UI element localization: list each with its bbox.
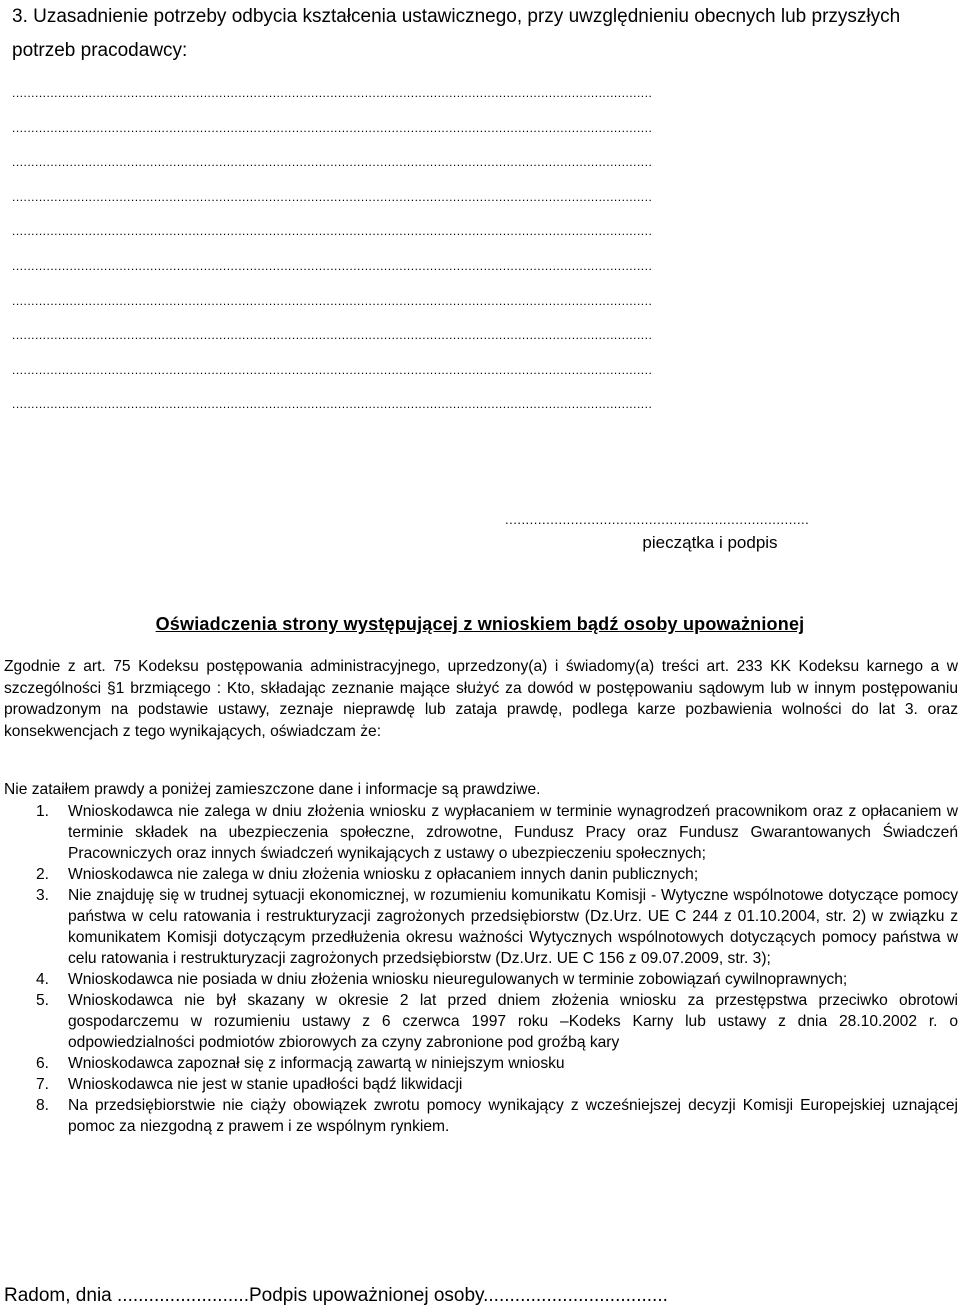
dotted-line-text: ....................................................................................................................................................................... bbox=[12, 258, 653, 273]
dotted-line-text: ....................................................................................................................................................................... bbox=[12, 224, 653, 239]
stamp-caption: pieczątka i podpis bbox=[642, 533, 778, 552]
dotted-line[interactable] bbox=[12, 318, 960, 353]
list-item bbox=[4, 1095, 958, 1137]
list-item bbox=[4, 864, 958, 885]
dotted-line-text: ....................................................................................................................................................................... bbox=[12, 362, 653, 377]
list-item-number: 4. bbox=[36, 971, 50, 988]
list-item bbox=[4, 801, 958, 864]
dotted-line-text: ....................................................................................................................................................................... bbox=[12, 189, 653, 204]
declaration-list bbox=[4, 801, 958, 1137]
declaration-title bbox=[0, 614, 960, 635]
truth-statement: Nie zataiłem prawdy a poniżej zamieszczone dane i informacje są prawdziwe. bbox=[4, 781, 541, 798]
dotted-line-text: ....................................................................................................................................................................... bbox=[12, 397, 653, 412]
list-item bbox=[4, 1074, 958, 1095]
dotted-line[interactable] bbox=[12, 387, 960, 422]
legal-clause bbox=[4, 656, 958, 742]
dotted-line[interactable] bbox=[12, 111, 960, 146]
list-item-text: Wnioskodawca nie posiada w dniu złożenia wniosku nieuregulowanych w terminie zobowiązań cywilnoprawnych; bbox=[68, 971, 848, 988]
list-item-number: 2. bbox=[36, 866, 50, 883]
list-item-number: 5. bbox=[36, 992, 50, 1009]
list-item-text: Wnioskodawca nie zalega w dniu złożenia wniosku z wypłacaniem w terminie wynagrodzeń pracownikom oraz z opłacaniem w terminie składek na ubezpieczenia społeczne, zdrowotne, Fundusz Pracy oraz Fundusz Gwarantowanych Świadczeń Pracowniczych oraz innych świadczeń wynikających z ustawy o ubezpieczeniu społecznych; bbox=[68, 803, 958, 862]
list-item-number: 3. bbox=[36, 887, 50, 904]
footer-date-signature[interactable]: Radom, dnia .........................Podpis upoważnionej osoby................................... bbox=[4, 1285, 668, 1306]
list-item-text: Wnioskodawca nie był skazany w okresie 2 lat przed dniem złożenia wniosku za przestępstwa przeciwko obrotowi gospodarczemu w rozumieniu ustawy z 6 czerwca 1997 roku –Kodeks Karny lub ustawy z dnia 28.10.2002 r. o odpowiedzialności podmiotów zbiorowych za czyny zabronione pod groźbą kary bbox=[68, 992, 958, 1051]
dotted-line[interactable] bbox=[12, 214, 960, 249]
section-3-heading: 3. Uzasadnienie potrzeby odbycia kształcenia ustawicznego, przy uwzględnieniu obecnych lub przyszłych potrzeb pracodawcy: bbox=[12, 6, 901, 61]
dotted-line-text: ....................................................................................................................................................................... bbox=[12, 293, 653, 308]
list-item-number: 6. bbox=[36, 1055, 50, 1072]
list-item-text: Na przedsiębiorstwie nie ciąży obowiązek zwrotu pomocy wynikający z wcześniejszej decyzji Komisji Europejskiej uznającej pomoc za niezgodną z prawem i ze wspólnym rynkiem. bbox=[68, 1097, 958, 1135]
dotted-line[interactable] bbox=[12, 284, 960, 319]
list-item-text: Wnioskodawca zapoznał się z informacją zawartą w niniejszym wniosku bbox=[68, 1055, 565, 1072]
dotted-line-text: ....................................................................................................................................................................... bbox=[12, 120, 653, 135]
stamp-signature-block bbox=[505, 512, 895, 553]
list-item-text: Nie znajduję się w trudnej sytuacji ekonomicznej, w rozumieniu komunikatu Komisji - Wytyczne wspólnotowe dotyczące pomocy państwa w celu ratowania i restrukturyzacji zagrożonych przedsiębiorstw (Dz.Urz. UE C 244 z 01.10.2004, str. 2) w związku z komunikatem Komisji dotyczącym przedłużenia okresu ważności Wytycznych wspólnotowych dotyczących pomocy państwa w celu ratowania i restrukturyzacji zagrożonych przedsiębiorstw (Dz.Urz. UE C 156 z 09.07.2009, str. 3); bbox=[68, 887, 958, 967]
legal-clause-text: Zgodnie z art. 75 Kodeksu postępowania administracyjnego, uprzedzony(a) i świadomy(a) treści art. 233 KK Kodeksu karnego a w szczególności §1 brzmiącego : Kto, składając zeznanie mające służyć za dowód w postępowaniu sądowym lub w innym postępowaniu prowadzonym na podstawie ustawy, zeznaje nieprawdę lub zataja prawdę, podlega karze pozbawienia wolności do lat 3. oraz konsekwencjach z tego wynikających, oświadczam że: bbox=[4, 658, 958, 740]
list-item-text: Wnioskodawca nie zalega w dniu złożenia wniosku z opłacaniem innych danin publicznych; bbox=[68, 866, 699, 883]
list-item bbox=[4, 969, 958, 990]
list-item bbox=[4, 885, 958, 969]
dotted-line[interactable] bbox=[12, 249, 960, 284]
dotted-line[interactable] bbox=[12, 145, 960, 180]
dotted-line[interactable] bbox=[12, 180, 960, 215]
list-item-number: 7. bbox=[36, 1076, 50, 1093]
list-item bbox=[4, 1053, 958, 1074]
dotted-line[interactable] bbox=[12, 353, 960, 388]
declaration-title-text: Oświadczenia strony występującej z wnioskiem bądź osoby upoważnionej bbox=[155, 614, 805, 634]
dotted-line[interactable] bbox=[12, 76, 960, 111]
list-item-number: 8. bbox=[36, 1097, 50, 1114]
dotted-line-text: ....................................................................................................................................................................... bbox=[12, 328, 653, 343]
list-item bbox=[4, 990, 958, 1053]
dotted-line-text: ....................................................................................................................................................................... bbox=[12, 86, 653, 100]
justification-dotted-lines[interactable] bbox=[12, 76, 960, 422]
stamp-signature-line[interactable]: .......................................................................... bbox=[505, 512, 810, 527]
dotted-line-text: ....................................................................................................................................................................... bbox=[12, 155, 653, 170]
list-item-number: 1. bbox=[36, 803, 50, 820]
list-item-text: Wnioskodawca nie jest w stanie upadłości bądź likwidacji bbox=[68, 1076, 463, 1093]
